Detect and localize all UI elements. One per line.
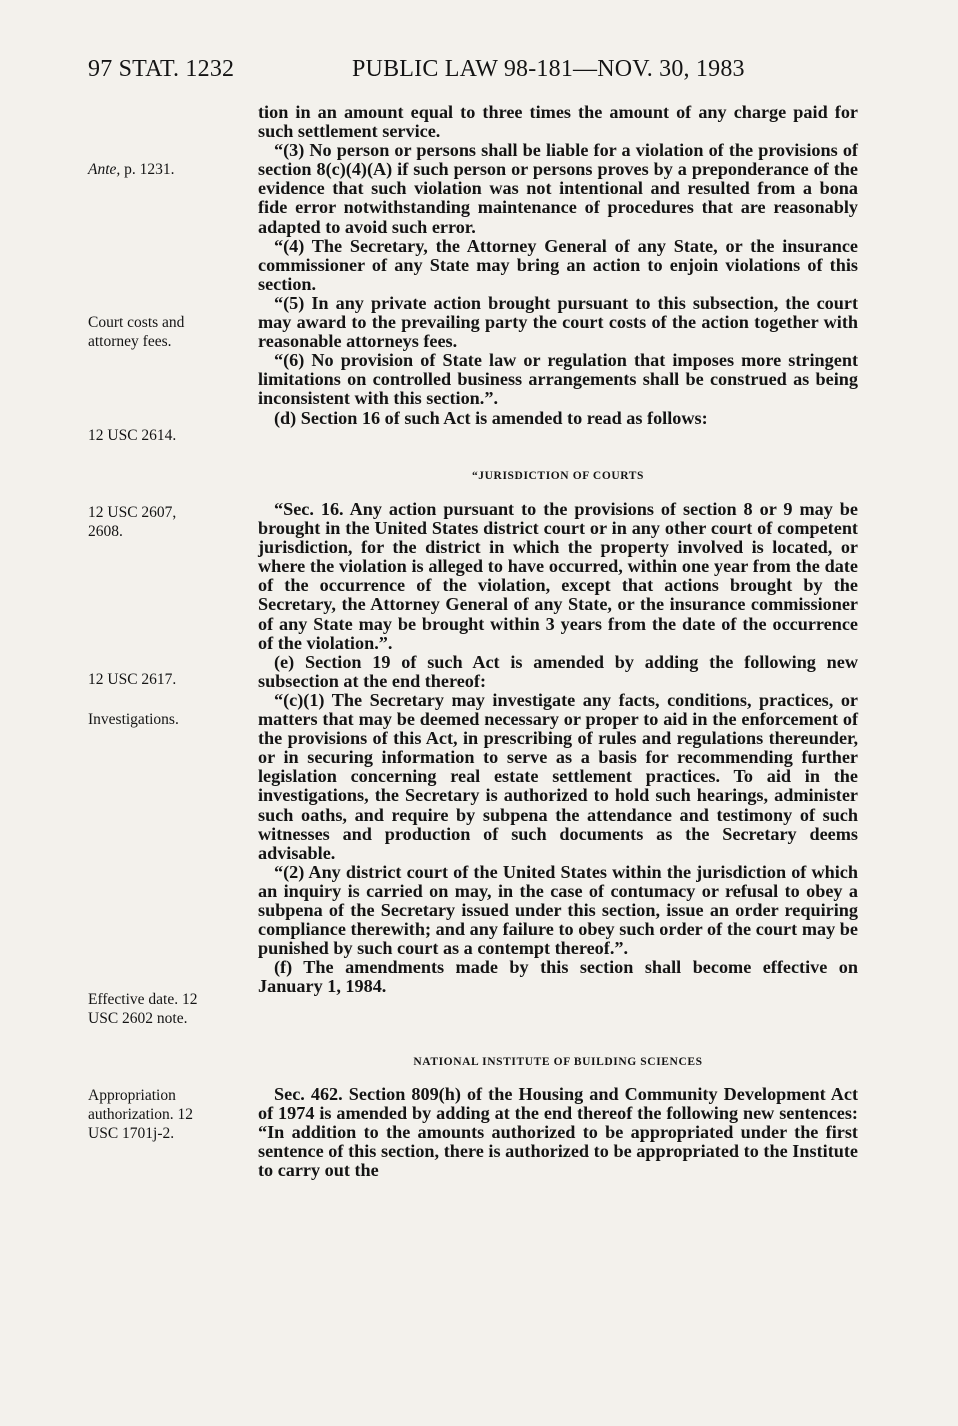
margin-note-usc-2614: 12 USC 2614.	[88, 427, 177, 444]
margin-note-usc-2607: 12 USC 2607, 2608.	[88, 504, 177, 540]
paragraph: (f) The amendments made by this section shall become effective on January 1, 1984.	[258, 957, 858, 997]
paragraph: tion in an amount equal to three times the amount of any charge paid for such settlement service.	[258, 102, 858, 142]
body-block-2	[258, 500, 858, 996]
margin-note-appropriation: Appropriation authorization. 12 USC 1701j-2.	[88, 1087, 194, 1142]
ante-page: p. 1231.	[124, 161, 175, 178]
paragraph: “(6) No provision of State law or regulation that imposes more stringent limitations on controlled business arrangements shall be construed as being inconsistent with this section.”.	[258, 350, 858, 409]
statute-page-number: 97 STAT. 1232	[88, 56, 235, 82]
paragraph: “(3) No person or persons shall be liable for a violation of the provisions of section 8(c)(4)(A) if such person or persons proves by a preponderance of the evidence that such violation was not intentional and resulted from a bona fide error notwithstanding maintenance of procedures that are reasonably adapted to avoid such error.	[258, 140, 858, 237]
section-heading-nibs: NATIONAL INSTITUTE OF BUILDING SCIENCES	[413, 1056, 703, 1068]
ante-label: Ante,	[88, 161, 121, 178]
body-block-1	[258, 103, 858, 428]
paragraph: Sec. 462. Section 809(h) of the Housing and Community Development Act of 1974 is amended by adding at the end thereof the following new sentences: “In addition to the amounts authorized to be appropriated under the first sentence of this section, there is authorized to be appropriated to the Institute to carry out the	[258, 1084, 858, 1181]
margin-note-usc-2617: 12 USC 2617.	[88, 671, 177, 688]
paragraph: “(5) In any private action brought pursuant to this subsection, the court may award to the prevailing party the court costs of the action together with reasonable attorneys fees.	[258, 292, 858, 352]
body-block-3	[258, 1085, 858, 1180]
margin-note-ante	[88, 160, 218, 179]
margin-note-effective-date: Effective date. 12 USC 2602 note.	[88, 991, 198, 1027]
paragraph: (e) Section 19 of such Act is amended by adding the following new subsection at the end thereof:	[258, 651, 858, 691]
paragraph: “(4) The Secretary, the Attorney General of any State, or the insurance commissioner of any State may bring an action to enjoin violations of this section.	[258, 235, 858, 294]
margin-note-court-costs: Court costs and attorney fees.	[88, 314, 185, 350]
margin-note-investigations: Investigations.	[88, 711, 179, 728]
paragraph: (d) Section 16 of such Act is amended to read as follows:	[274, 407, 708, 428]
section-heading-jurisdiction: “JURISDICTION OF COURTS	[471, 470, 645, 482]
paragraph: “(2) Any district court of the United States within the jurisdiction of which an inquiry is carried on may, in the case of contumacy or refusal to obey a subpena of the Secretary issued under this section, issue an order requiring compliance therewith; and any failure to obey such order of the court may be punished by such court as a contempt thereof.”.	[258, 861, 858, 959]
paragraph: “Sec. 16. Any action pursuant to the provisions of section 8 or 9 may be brought in the United States district court or in any other court of competent jurisdiction, for the district in which the property involved is located, or where the violation is alleged to have occurred, within one year from the date of the occurrence of the violation, except that actions brought by the Secretary, the Attorney General of any State, or the insurance commissioner of any State may be brought within 3 years from the date of the occurrence of the violation.”.	[258, 499, 858, 653]
paragraph: “(c)(1) The Secretary may investigate any facts, conditions, practices, or matters that may be deemed necessary or proper to aid in the enforcement of the provisions of this Act, in prescribing of rules and regulations thereunder, or in securing information to serve as a basis for recommending further legislation concerning real estate settlement practices. To aid in the investigations, the Secretary is authorized to hold such hearings, administer such oaths, and require by subpena the attendance and testimony of such witnesses and production of such documents as the Secretary deems advisable.	[258, 689, 858, 863]
page-header-title: PUBLIC LAW 98-181—NOV. 30, 1983	[352, 56, 745, 82]
